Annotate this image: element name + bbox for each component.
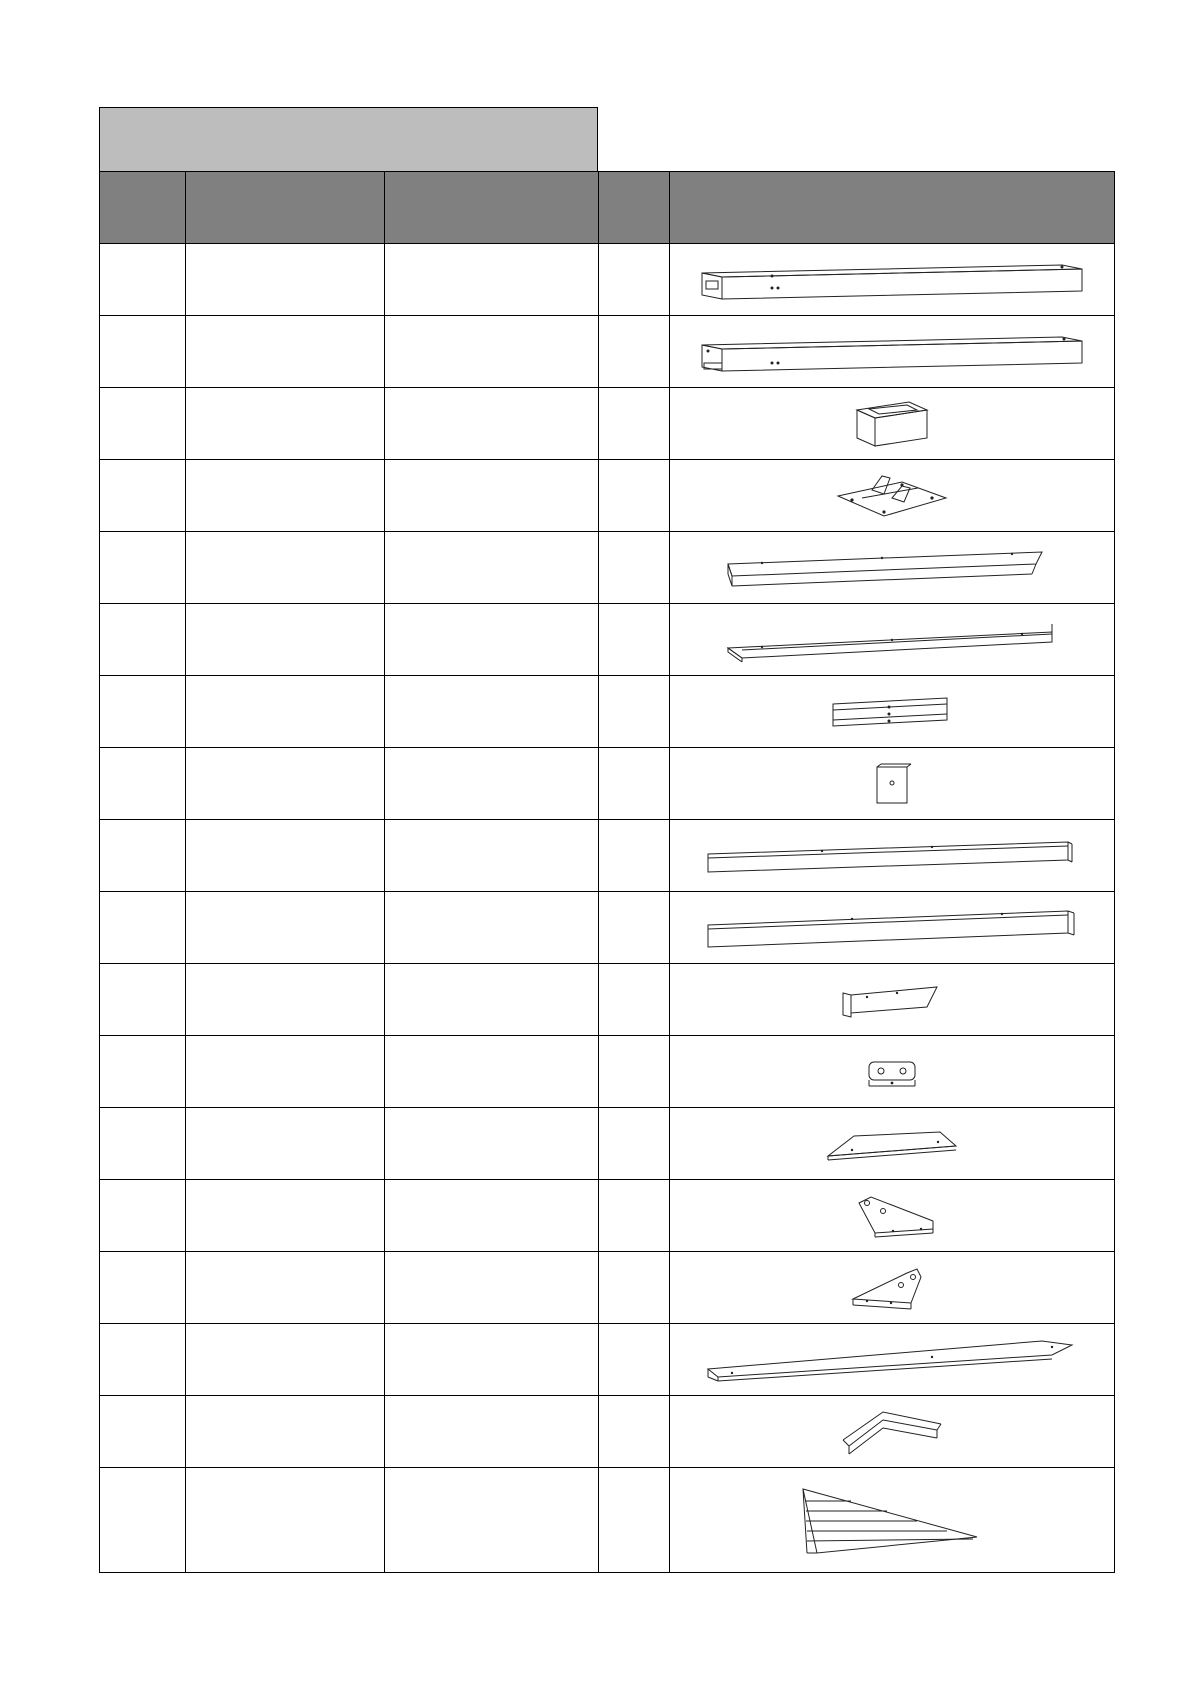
part-qty bbox=[599, 1252, 670, 1324]
part-drawing-cell bbox=[670, 1468, 1115, 1573]
part-name bbox=[186, 676, 385, 748]
part-code bbox=[385, 1468, 599, 1573]
angle-rail-drawing bbox=[722, 618, 1062, 662]
part-qty bbox=[599, 748, 670, 820]
part-no bbox=[100, 1036, 186, 1108]
part-code bbox=[385, 964, 599, 1036]
part-qty bbox=[599, 460, 670, 532]
part-code bbox=[385, 892, 599, 964]
part-qty bbox=[599, 244, 670, 316]
part-no bbox=[100, 1468, 186, 1573]
part-drawing-cell bbox=[670, 1180, 1115, 1252]
part-drawing-cell bbox=[670, 1108, 1115, 1180]
table-row bbox=[100, 748, 1115, 820]
base-plate-bracket-drawing bbox=[832, 468, 952, 524]
part-drawing-cell bbox=[670, 388, 1115, 460]
table-row bbox=[100, 604, 1115, 676]
long-channel-drawing bbox=[702, 903, 1082, 953]
part-code bbox=[385, 1180, 599, 1252]
part-qty bbox=[599, 604, 670, 676]
part-code bbox=[385, 1108, 599, 1180]
part-code bbox=[385, 316, 599, 388]
part-name bbox=[186, 748, 385, 820]
part-name bbox=[186, 604, 385, 676]
part-drawing-cell bbox=[670, 820, 1115, 892]
part-name bbox=[186, 1108, 385, 1180]
part-drawing-cell bbox=[670, 748, 1115, 820]
table-row bbox=[100, 676, 1115, 748]
part-name bbox=[186, 892, 385, 964]
part-drawing-cell bbox=[670, 964, 1115, 1036]
table-row bbox=[100, 892, 1115, 964]
part-qty bbox=[599, 1324, 670, 1396]
part-no bbox=[100, 1180, 186, 1252]
header-image bbox=[670, 172, 1115, 244]
table-row bbox=[100, 1324, 1115, 1396]
part-drawing-cell bbox=[670, 1036, 1115, 1108]
part-no bbox=[100, 820, 186, 892]
header-no bbox=[100, 172, 186, 244]
part-name bbox=[186, 1468, 385, 1573]
part-no bbox=[100, 604, 186, 676]
part-no bbox=[100, 244, 186, 316]
header-name bbox=[186, 172, 385, 244]
part-no bbox=[100, 388, 186, 460]
part-name bbox=[186, 1036, 385, 1108]
table-row bbox=[100, 1036, 1115, 1108]
table-row bbox=[100, 244, 1115, 316]
small-plate-drawing bbox=[867, 759, 917, 809]
part-name bbox=[186, 1180, 385, 1252]
part-name bbox=[186, 244, 385, 316]
part-no bbox=[100, 1396, 186, 1468]
part-code bbox=[385, 1396, 599, 1468]
part-drawing-cell bbox=[670, 316, 1115, 388]
part-code bbox=[385, 676, 599, 748]
part-qty bbox=[599, 964, 670, 1036]
angle-rail-drawing bbox=[722, 546, 1062, 590]
table-row bbox=[100, 1180, 1115, 1252]
table-row bbox=[100, 964, 1115, 1036]
part-drawing-cell bbox=[670, 460, 1115, 532]
header-qty bbox=[599, 172, 670, 244]
table-row bbox=[100, 532, 1115, 604]
part-qty bbox=[599, 892, 670, 964]
table-row bbox=[100, 1396, 1115, 1468]
part-code bbox=[385, 388, 599, 460]
diagonal-brace-drawing bbox=[702, 1333, 1082, 1387]
table-row bbox=[100, 1468, 1115, 1573]
part-name bbox=[186, 1396, 385, 1468]
bent-corner-angle-drawing bbox=[837, 1404, 947, 1460]
short-channel-drawing bbox=[827, 690, 957, 734]
part-drawing-cell bbox=[670, 604, 1115, 676]
part-qty bbox=[599, 820, 670, 892]
part-qty bbox=[599, 1108, 670, 1180]
part-qty bbox=[599, 676, 670, 748]
part-name bbox=[186, 964, 385, 1036]
long-box-beam-drawing bbox=[692, 255, 1092, 305]
part-drawing-cell bbox=[670, 676, 1115, 748]
part-name bbox=[186, 1324, 385, 1396]
part-qty bbox=[599, 1180, 670, 1252]
part-name bbox=[186, 1252, 385, 1324]
long-box-beam-drawing bbox=[692, 327, 1092, 377]
long-channel-drawing bbox=[702, 834, 1082, 878]
part-no bbox=[100, 748, 186, 820]
part-no bbox=[100, 460, 186, 532]
part-qty bbox=[599, 1036, 670, 1108]
part-name bbox=[186, 460, 385, 532]
part-code bbox=[385, 1036, 599, 1108]
part-qty bbox=[599, 532, 670, 604]
table-row bbox=[100, 316, 1115, 388]
table-row bbox=[100, 1108, 1115, 1180]
part-drawing-cell bbox=[670, 244, 1115, 316]
part-code bbox=[385, 1252, 599, 1324]
part-name bbox=[186, 388, 385, 460]
header-code bbox=[385, 172, 599, 244]
part-name bbox=[186, 316, 385, 388]
part-drawing-cell bbox=[670, 1252, 1115, 1324]
table-row bbox=[100, 460, 1115, 532]
header-row bbox=[100, 172, 1115, 244]
part-drawing-cell bbox=[670, 532, 1115, 604]
part-name bbox=[186, 820, 385, 892]
table-title-band bbox=[99, 107, 598, 171]
gusset-drawing bbox=[847, 1191, 937, 1241]
gusset-drawing bbox=[847, 1263, 937, 1313]
two-hole-bracket-drawing bbox=[857, 1050, 927, 1094]
part-code bbox=[385, 244, 599, 316]
part-qty bbox=[599, 1468, 670, 1573]
part-code bbox=[385, 604, 599, 676]
part-drawing-cell bbox=[670, 892, 1115, 964]
part-code bbox=[385, 748, 599, 820]
part-code bbox=[385, 532, 599, 604]
triangular-gable-panel-drawing bbox=[797, 1483, 987, 1557]
part-no bbox=[100, 1108, 186, 1180]
part-no bbox=[100, 964, 186, 1036]
table-row bbox=[100, 388, 1115, 460]
part-code bbox=[385, 1324, 599, 1396]
table-row bbox=[100, 1252, 1115, 1324]
part-no bbox=[100, 532, 186, 604]
parts-table bbox=[99, 171, 1115, 1573]
table-row bbox=[100, 820, 1115, 892]
part-drawing-cell bbox=[670, 1324, 1115, 1396]
part-code bbox=[385, 820, 599, 892]
part-no bbox=[100, 892, 186, 964]
part-no bbox=[100, 1324, 186, 1396]
part-no bbox=[100, 1252, 186, 1324]
square-sleeve-drawing bbox=[847, 396, 937, 452]
part-qty bbox=[599, 316, 670, 388]
part-name bbox=[186, 532, 385, 604]
part-no bbox=[100, 676, 186, 748]
short-angle-rail-drawing bbox=[837, 977, 947, 1023]
part-no bbox=[100, 316, 186, 388]
part-drawing-cell bbox=[670, 1396, 1115, 1468]
trapezoid-angle-drawing bbox=[822, 1122, 962, 1166]
part-qty bbox=[599, 388, 670, 460]
part-qty bbox=[599, 1396, 670, 1468]
part-code bbox=[385, 460, 599, 532]
